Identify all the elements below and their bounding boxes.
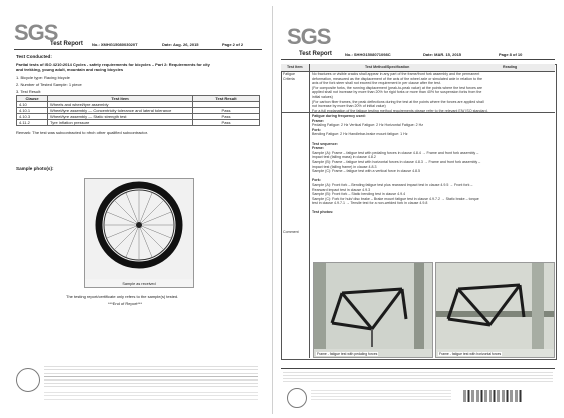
criteria-text (312, 72, 488, 113)
comment-line: Pedaling Fatigue: 2 Hz Vertical Fatigue: 2 Hz Horizontal Fatigue: 2 Hz (312, 123, 424, 128)
comment-line: Frame: (312, 146, 324, 151)
photo2-caption: Frame - fatigue test with horizontal forces (439, 352, 502, 356)
comment-line: Test sequence: (312, 141, 338, 146)
report-title: Test Report (299, 51, 332, 57)
cell-item: Wheels and wheel/tyre assembly (48, 102, 193, 108)
comment-line: impact test (falling frame) in clause 4.8.3 (312, 164, 377, 169)
comment-line: Sample (B): Frame – fatigue test with horizontal forces in clause 4.8.3 → Frame and front fork assembly – (312, 159, 481, 164)
report-date: Date: MAR. 15, 2015 (423, 52, 462, 57)
report-date: Date: Aug. 26, 2015 (162, 42, 199, 47)
footer-fine-print (44, 366, 258, 388)
comment-line: Sample (A): Frame – fatigue test with pedaling forces in clause 4.8.4 → Frame and front fork assembly – (312, 150, 479, 155)
criteria-line: deformation, measured as the displacement of the axis of the wheel axle or simulated axle in relation to the (312, 76, 482, 81)
comment-line: Sample (C): Frame – fatigue test with a vertical force in clause 4.8.5 (312, 169, 421, 174)
header-divider (281, 59, 555, 60)
cell-clause: 4.10.3 (17, 114, 48, 120)
criteria-line: No fractures or visible cracks shall appear in any part of the frame/front fork assembly and the permanent (312, 72, 480, 76)
col-result: Test Result (193, 96, 260, 102)
criteria-line: For a full explanation of the fatigue testing method requirements please refer to the relevant EN/ ISO standard. (312, 108, 488, 113)
comment-line: Frame: (312, 118, 324, 123)
cell-result: Pass (193, 120, 260, 126)
comment-line: Sample (C): Fork for hub/ disc brake – Brake mount fatigue test in clause 4.9.7.2 → Static brake – torque (312, 196, 479, 201)
criteria-line: axis of the fork steer shall not exceed the requirement in per clause after the test. (312, 81, 441, 86)
column-divider (309, 64, 310, 358)
sgs-seal-icon (287, 388, 307, 408)
criteria-line: initial values) (312, 94, 333, 99)
horizontal-fatigue-photo (435, 262, 555, 358)
conducted-text-1: Partial tests of ISO 4210:2014 Cycles - safety requirements for bicycles – Part 2: Requirements for city (16, 62, 210, 67)
comment-line: Test photos: (312, 210, 334, 215)
comment-line: Bending Fatigue: 2 Hz Handlebar-brake mount fatigue: 1 Hz (312, 132, 408, 137)
cell-item: Tyre inflation pressure (48, 120, 193, 126)
footer-divider (281, 368, 555, 369)
barcode-icon (463, 390, 523, 402)
bicycle-wheel-image (85, 179, 193, 279)
col-test-method: Test Method/Specification (365, 65, 410, 69)
item-test-result: 3. Test Result: (16, 89, 42, 94)
result-table (16, 95, 260, 126)
comment-line: Rearward impact test in clause 4.9.3 (312, 187, 371, 192)
statement-text: The testing report/certificate only refers to the sample(s) tested. (66, 294, 179, 299)
row2-label: Comment (283, 230, 299, 234)
report-number: No.: XMHG1508003020T (92, 42, 138, 47)
cell-item: Wheel/tyre assembly — Concentricity tolerance and lateral tolerance (48, 108, 193, 114)
footer-fine-print (283, 372, 553, 384)
left-report-page (4, 18, 266, 418)
criteria-line: (For composite forks, the running displacement (peak-to-peak value) at the points where the test forces are (312, 85, 482, 90)
table-row (17, 108, 260, 114)
report-number: No.: SHHG1508071098C (345, 52, 391, 57)
item-sample-count: 2. Number of Tested Sample: 1 piece (16, 82, 82, 87)
col-clause: Clause (17, 96, 48, 102)
sgs-logo: SGS (14, 20, 58, 45)
conducted-label: Test Conducted: (16, 54, 52, 59)
sgs-logo: SGS (287, 24, 331, 49)
criteria-line: (For carbon fiber frames, the peak deflections during the test at the points where the forces are applied shall (312, 99, 484, 104)
table-row (17, 120, 260, 126)
sgs-seal-icon (16, 368, 40, 392)
header-divider (14, 49, 262, 50)
sample-photo-label: Sample photo(s): (16, 166, 54, 171)
criteria-line: applied shall not increase by more than 20% for rigid forks or more than 40% for suspension forks from the (312, 90, 482, 95)
comment-line: Fork: (312, 178, 321, 183)
row1-label: Fatigue (283, 72, 295, 76)
wheel-sample-photo (84, 178, 194, 288)
comment-line: impact test (falling mass) in clause 4.8.2 (312, 155, 376, 160)
cell-result: Pass (193, 108, 260, 114)
pedaling-fatigue-photo (313, 262, 433, 358)
right-report-page (272, 6, 561, 414)
report-title: Test Report (50, 41, 83, 47)
bike-frame-test-image (436, 263, 554, 349)
col-test-item: Test Item (287, 65, 303, 69)
conducted-text-2: and trekking, young adult, mountain and racing bicycles (16, 67, 124, 72)
photo1-caption: Frame - fatigue test with pedaling forces (317, 352, 378, 356)
comment-text (312, 114, 480, 215)
page-number: Page 2 of 2 (222, 42, 244, 47)
comment-line: Fork: (312, 127, 321, 132)
col-reading: Reading (503, 65, 518, 69)
criteria-line: not increase by more than 20% of initial value) (312, 104, 386, 109)
comment-line: Sample (B): Front fork – Static bending test in clause 4.9.4 (312, 192, 406, 197)
remark-text: Remark: The test was subcontracted to nfrch other qualified subcontractor. (16, 130, 148, 135)
cell-clause: 4.10.1 (17, 108, 48, 114)
photo-caption: Sample as received (122, 282, 156, 286)
row1-label-2: Criteria (283, 77, 295, 81)
comment-line: Sample (A): Front fork – Bending fatigue test plus rearward impact test in clause 4.9.5 → Front fork – (312, 182, 473, 187)
cell-clause: 4.11.2 (17, 120, 48, 126)
comment-line: Fatigue during frequency used: (312, 114, 366, 118)
footer-address (311, 390, 451, 402)
cell-clause: 4.10 (17, 102, 48, 108)
footer-address (44, 392, 258, 402)
item-bicycle-type: 1. Bicycle type: Racing bicycle (16, 75, 70, 80)
cell-result: Pass (193, 114, 260, 120)
cell-item: Wheel/tyre assembly — Static strength test (48, 114, 193, 120)
col-test-item: Test Item (48, 96, 193, 102)
page-number: Page 8 of 10 (499, 52, 523, 57)
bike-frame-test-image (314, 263, 432, 349)
end-of-report: ***End of Report*** (108, 301, 143, 306)
comment-line: test in clause 4.9.7.1 → Tensile test for a non-welded fork in clause 4.9.8 (312, 201, 428, 206)
